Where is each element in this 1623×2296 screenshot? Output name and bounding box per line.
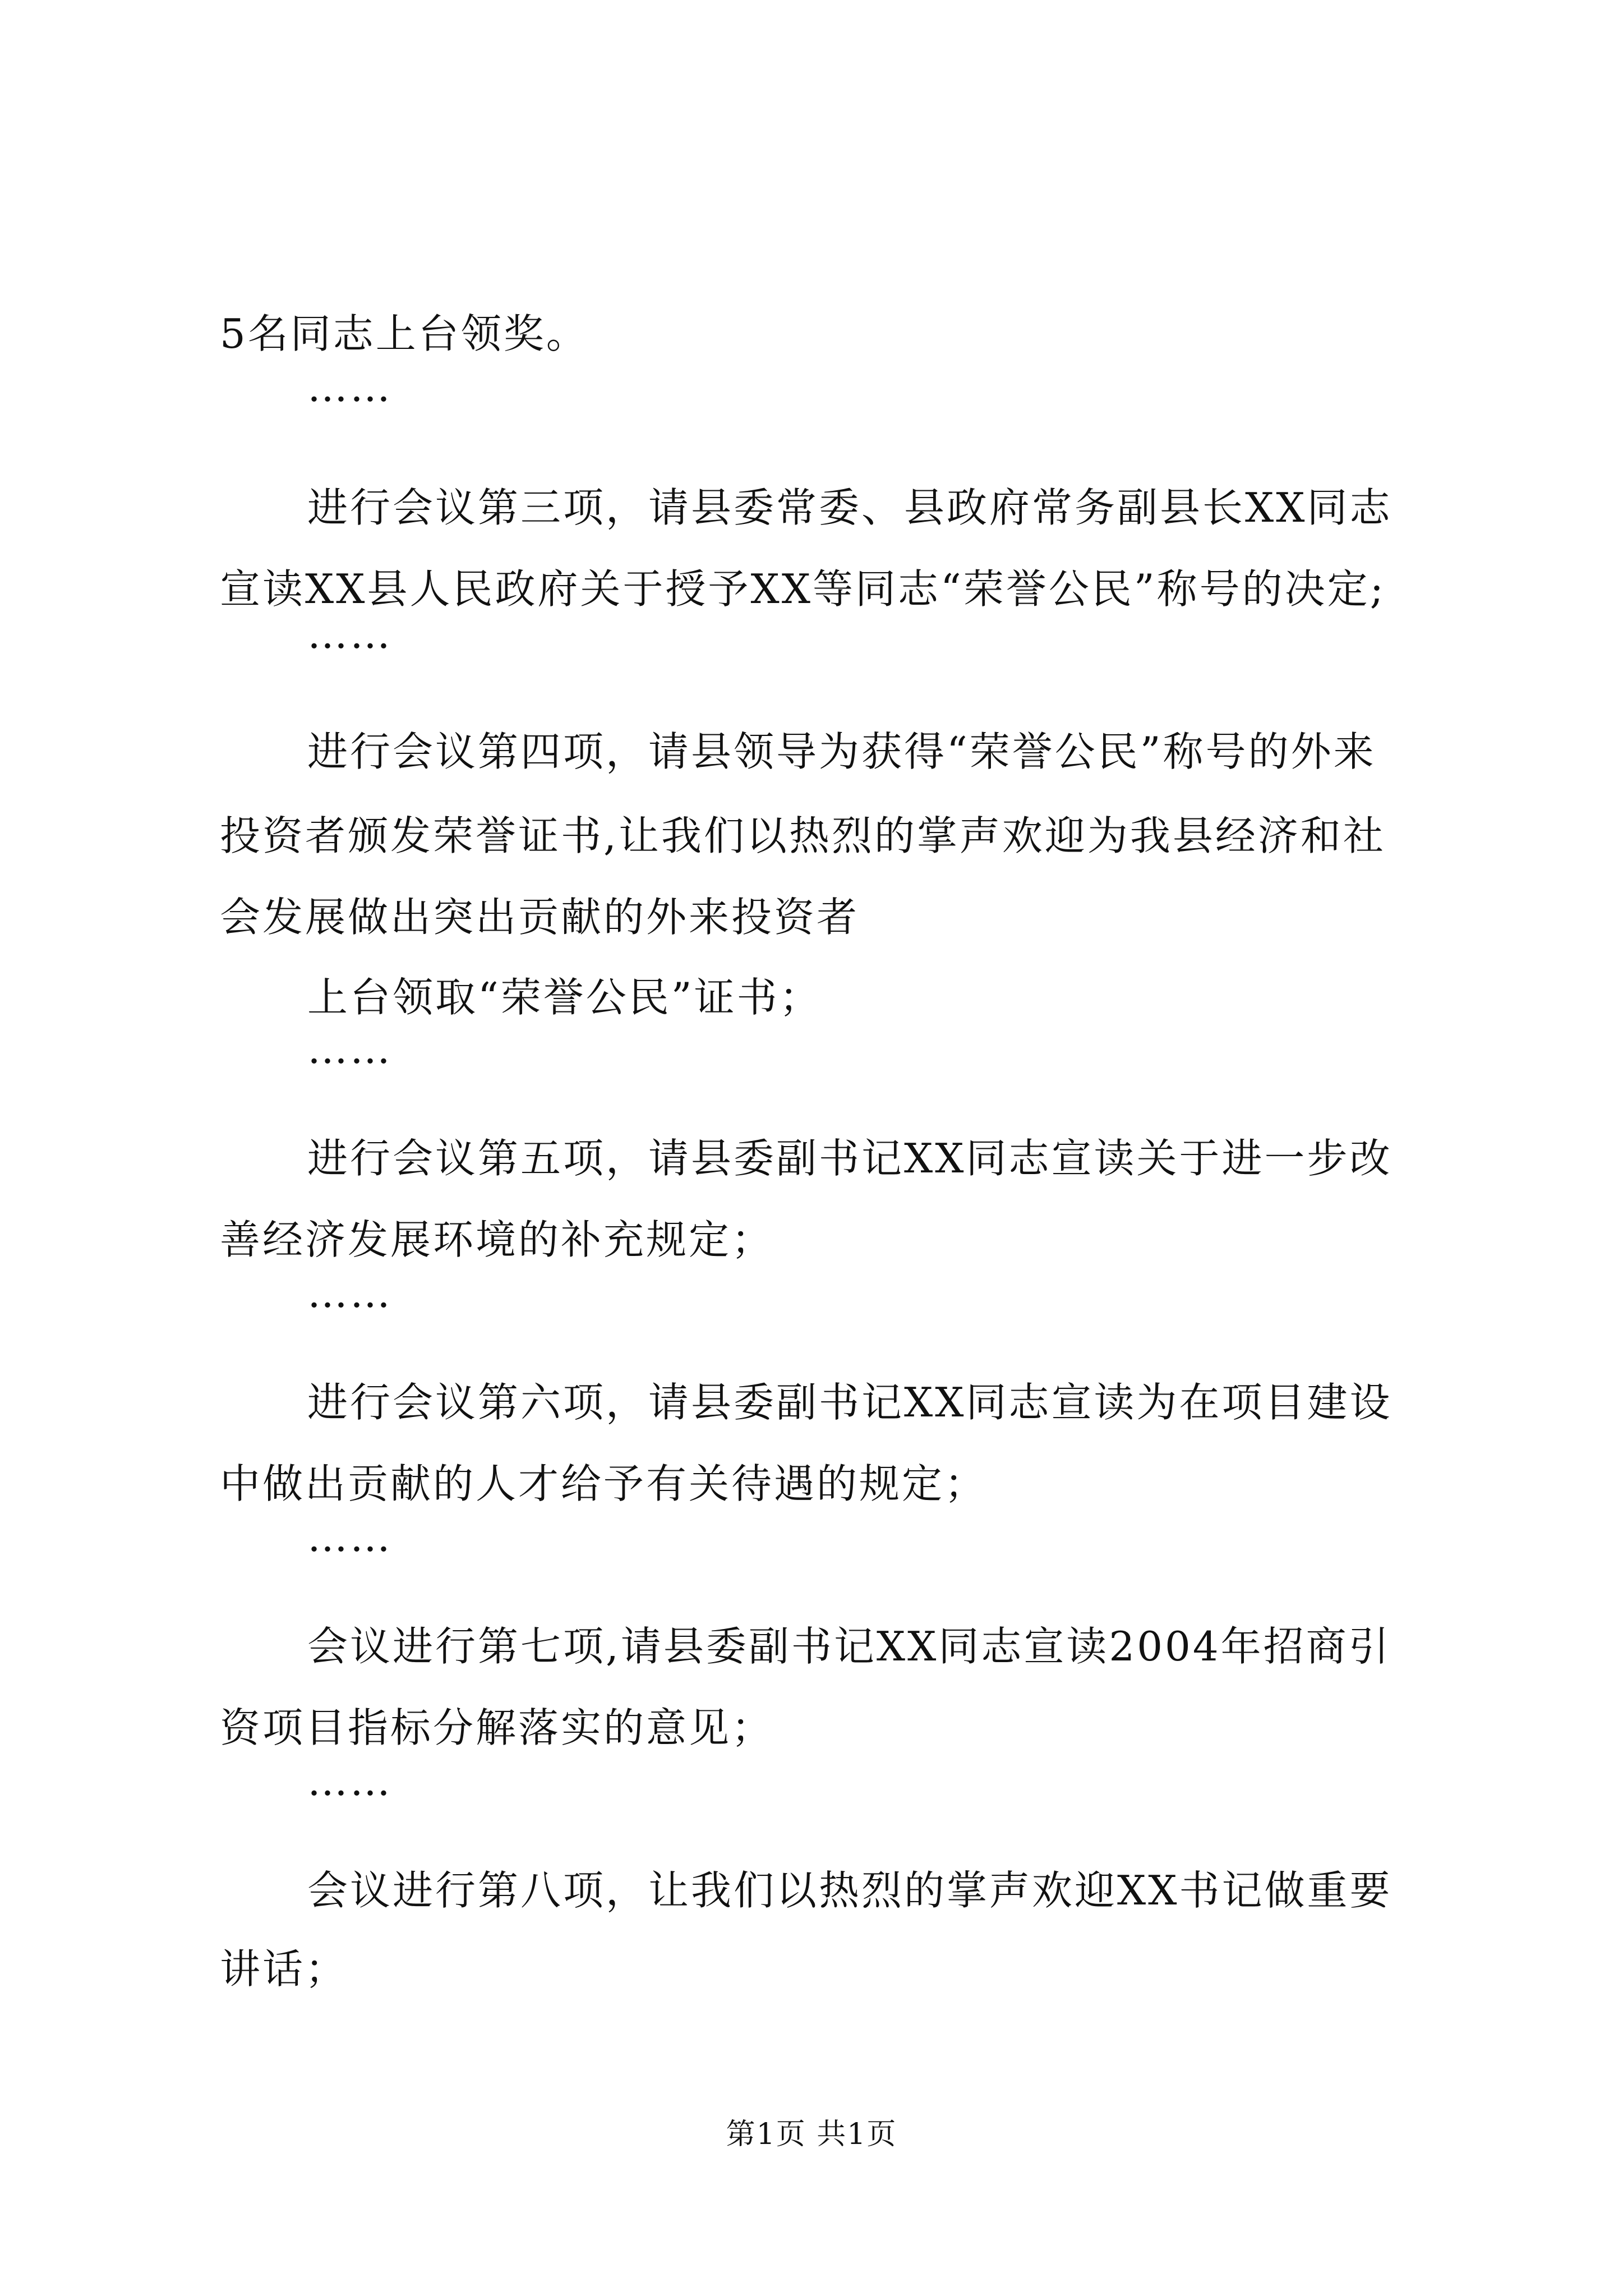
text-line: 资项目指标分解落实的意见； <box>220 1704 774 1751</box>
ellipsis-line: …… <box>307 1025 393 1073</box>
ellipsis-line: …… <box>307 1513 393 1561</box>
ellipsis-line: …… <box>307 1757 393 1805</box>
text-line: 中做出贡献的人才给予有关待遇的规定； <box>220 1460 988 1507</box>
text-line: 讲话； <box>220 1945 348 1993</box>
ellipsis-line: …… <box>307 1269 393 1317</box>
ellipsis-line: …… <box>307 364 393 411</box>
text-line: 进行会议第五项，请县委副书记XX同志宣读关于进一步改 <box>307 1135 1393 1182</box>
text-line: 进行会议第四项，请县领导为获得“荣誉公民”称号的外来 <box>307 728 1376 775</box>
text-line: 投资者颁发荣誉证书,让我们以热烈的掌声欢迎为我县经济和社 <box>220 812 1386 859</box>
text-line: 上台领取“荣誉公民”证书； <box>307 974 822 1021</box>
text-line: 进行会议第六项，请县委副书记XX同志宣读为在项目建设 <box>307 1379 1393 1426</box>
text-line: 会发展做出突出贡献的外来投资者 <box>220 894 860 941</box>
text-line: 会议进行第八项，让我们以热烈的掌声欢迎XX书记做重要 <box>307 1867 1393 1914</box>
text-line: 5名同志上台领奖。 <box>220 310 589 357</box>
text-line: 善经济发展环境的补充规定； <box>220 1216 774 1263</box>
ellipsis-line: …… <box>307 610 393 657</box>
text-line: 宣读XX县人民政府关于授予XX等同志“荣誉公民”称号的决定; <box>220 565 1386 613</box>
page-footer: 第1页 共1页 <box>726 2118 897 2151</box>
text-line: 会议进行第七项,请县委副书记XX同志宣读2004年招商引 <box>307 1623 1391 1670</box>
text-line: 进行会议第三项，请县委常委、县政府常务副县长XX同志 <box>307 484 1393 531</box>
